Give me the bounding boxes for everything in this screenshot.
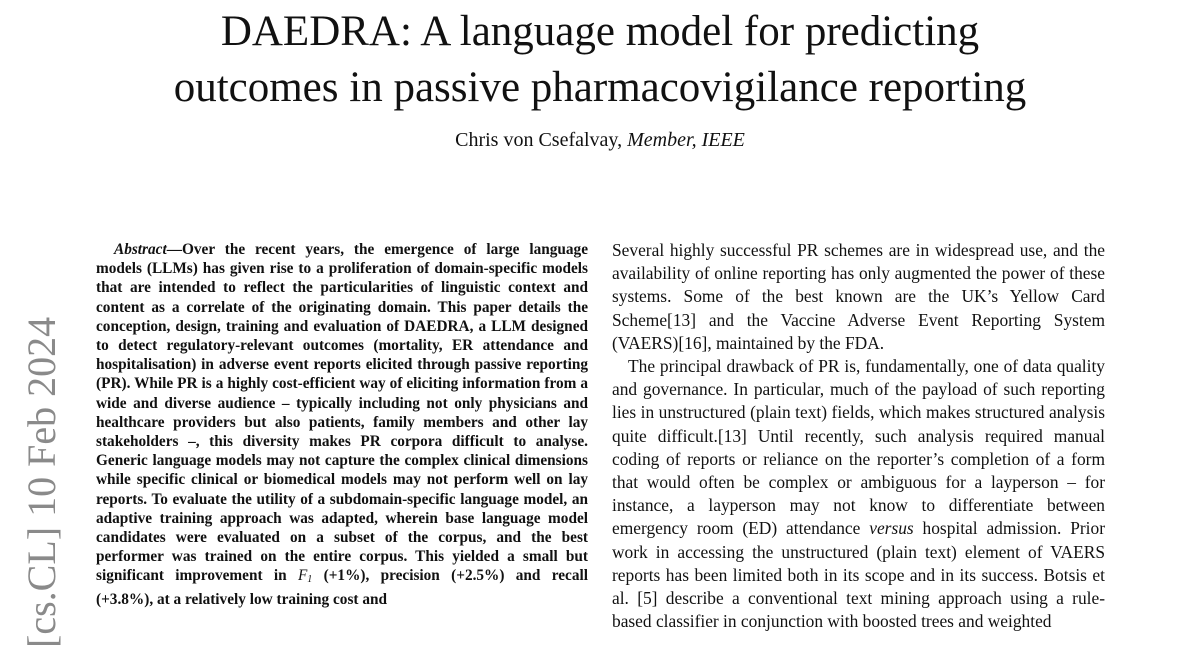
author-affiliation: Member, IEEE (627, 129, 745, 151)
abstract-label: Abstract (114, 241, 167, 258)
paper-title-line-2: outcomes in passive pharmacovigilance reporting (173, 64, 1027, 111)
abstract-text-part-2: (+1%), precision (+2.5%) and recall (+3.8%), at a relatively low training cost and (96, 567, 588, 608)
abstract-block (96, 240, 588, 609)
f1-metric (298, 567, 312, 584)
emphasis-versus: versus (869, 518, 914, 539)
paragraph-pr-schemes: Several highly successful PR schemes are in widespread use, and the availability of online reporting has only augmented the power of these systems. Some of the best known are the UK’s Yellow Card Scheme[13] and the Vaccine Adverse Event Reporting System (VAERS)[16], maintained by the FDA. (612, 240, 1105, 353)
paper-title (0, 4, 1200, 116)
abstract-text-part-1: Over the recent years, the emergence of large language models (LLMs) has given rise to a proliferation of domain-specific models that are intended to reflect the particularities of linguistic context and content as a correlate of the originating domain. This paper details the conception, design, training and evaluation of DAEDRA, a LLM designed to detect regulatory-relevant outcomes (mortality, ER attendance and hospitalisation) in adverse event reports elicited through passive reporting (PR). While PR is a highly cost-efficient way of eliciting information from a wide and diverse audience – typically including not only physicians and healthcare providers but also patients, family members and other lay stakeholders –, this diversity makes PR corpora difficult to analyse. Generic language models may not capture the complex clinical dimensions while specific clinical or biomedical models may not perform well on lay reports. To evaluate the utility of a subdomain-specific language model, an adaptive training approach was adapted, wherein base language model candidates were evaluated on a subset of the corpus, and the best performer was trained on the entire corpus. This yielded a small but significant improvement in (96, 241, 588, 585)
f1-subscript: 1 (307, 574, 313, 586)
paragraph-pr-drawback-part-a: The principal drawback of PR is, fundamentally, one of data quality and governance. In particular, much of the payload of such reporting lies in unstructured (plain text) fields, which makes structured analysis quite difficult.[13] Until recently, such analysis required manual coding of reports or reliance on the reporter’s completion of a form that would often be complex or ambiguous for a layperson – for instance, a layperson may not know to differentiate between emergency room (ED) attendance (612, 356, 1105, 539)
right-column-body (612, 239, 1105, 633)
author-line (0, 127, 1200, 153)
abstract-dash: — (166, 241, 182, 258)
arxiv-side-stamp: [cs.CL] 10 Feb 2024 (19, 316, 64, 648)
paragraph-pr-drawback (612, 355, 1105, 633)
paragraph-pr-drawback-part-b: hospital admission. Prior work in accessing the unstructured (plain text) element of VAERS reports has been limited both in its scope and in its success. Botsis et al. [5] describe a conventional text mining approach using a rule-based classifier in conjunction with boosted trees and weighted (612, 518, 1105, 632)
f1-symbol: F (297, 567, 308, 585)
paper-title-line-1: DAEDRA: A language model for predicting (220, 8, 980, 55)
author-name: Chris von Csefalvay, (455, 129, 628, 151)
